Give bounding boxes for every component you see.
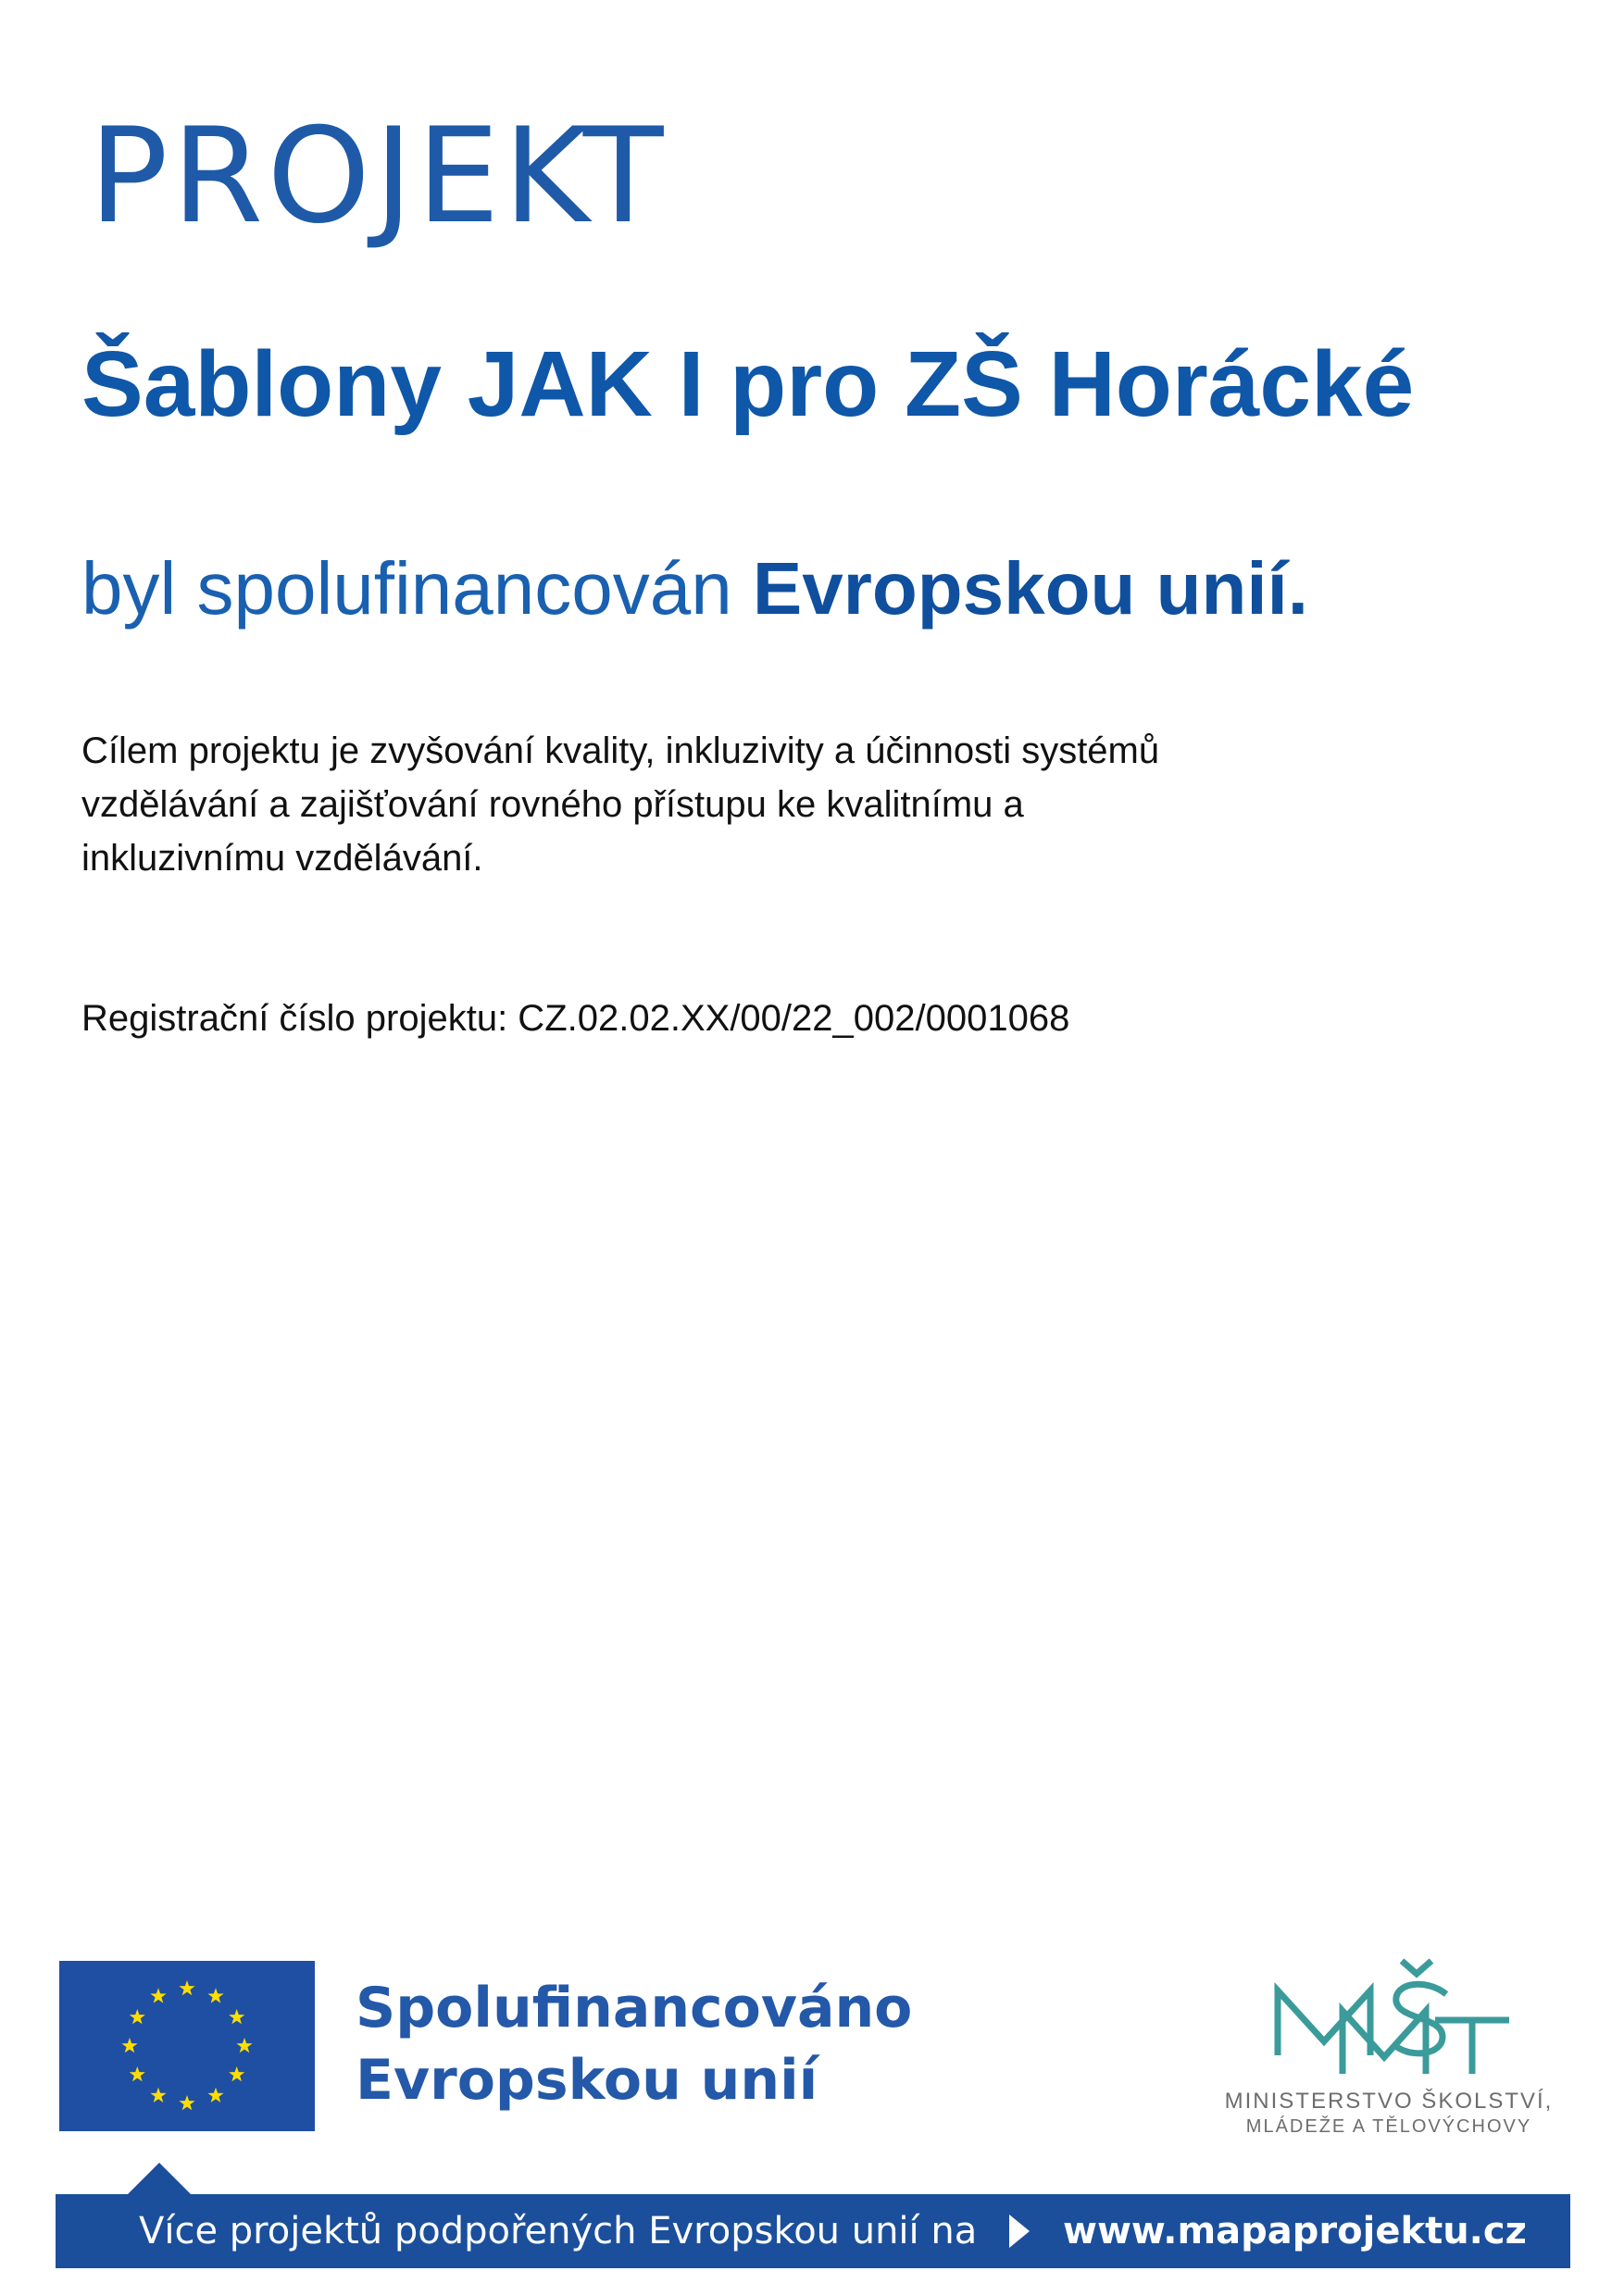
eu-logo-line2: Evropskou unií: [356, 2048, 818, 2113]
cofinancing-statement: [81, 548, 1308, 630]
eu-star-icon: [150, 1988, 166, 2003]
project-aim: Cílem projektu je zvyšování kvality, inkluzivity a účinnosti systémů vzdělávání a zajišťování rovného přístupu ke kvalitnímu a inkluzivnímu vzdělávání.: [81, 730, 1160, 879]
msmt-logo: [1204, 1953, 1574, 2139]
registration-number: Registrační číslo projektu: CZ.02.02.XX/00/22_002/0001068: [81, 998, 1070, 1039]
eu-star-icon: [121, 2038, 137, 2053]
eu-stars: [59, 1961, 315, 2131]
eu-star-icon: [229, 2066, 244, 2081]
eu-star-icon: [179, 1980, 194, 1995]
project-title: Šablony JAK I pro ZŠ Horácké: [81, 332, 1415, 436]
footer-text: Více projektů podpořených Evropskou unií na: [139, 2210, 978, 2252]
eu-star-icon: [179, 2095, 194, 2110]
page-heading: PROJEKT: [89, 100, 668, 253]
eu-star-icon: [130, 2066, 145, 2081]
eu-star-icon: [150, 2088, 166, 2103]
eu-star-icon: [236, 2038, 252, 2053]
eu-flag-icon: [59, 1961, 315, 2131]
eu-star-icon: [130, 2009, 145, 2024]
msmt-logo-line1: MINISTERSTVO ŠKOLSTVÍ,: [1224, 2089, 1554, 2114]
eu-star-icon: [207, 2088, 223, 2103]
footer-notch: [126, 2163, 193, 2196]
cofinancing-emphasis: Evropskou unií.: [752, 547, 1308, 630]
msmt-monogram-icon: [1204, 1953, 1574, 2083]
footer-url-link[interactable]: www.mapaprojektu.cz: [1063, 2210, 1527, 2252]
eu-star-icon: [229, 2009, 244, 2024]
eu-cofinanced-logo-text: [356, 1972, 912, 2116]
cofinancing-prefix: byl spolufinancován: [81, 547, 753, 630]
msmt-logo-line2: MLÁDEŽE A TĚLOVÝCHOVY: [1245, 2116, 1532, 2137]
eu-logo-line1: Spolufinancováno: [356, 1976, 913, 2040]
eu-star-icon: [207, 1988, 223, 2003]
footer-arrow-icon: [1009, 2215, 1030, 2248]
